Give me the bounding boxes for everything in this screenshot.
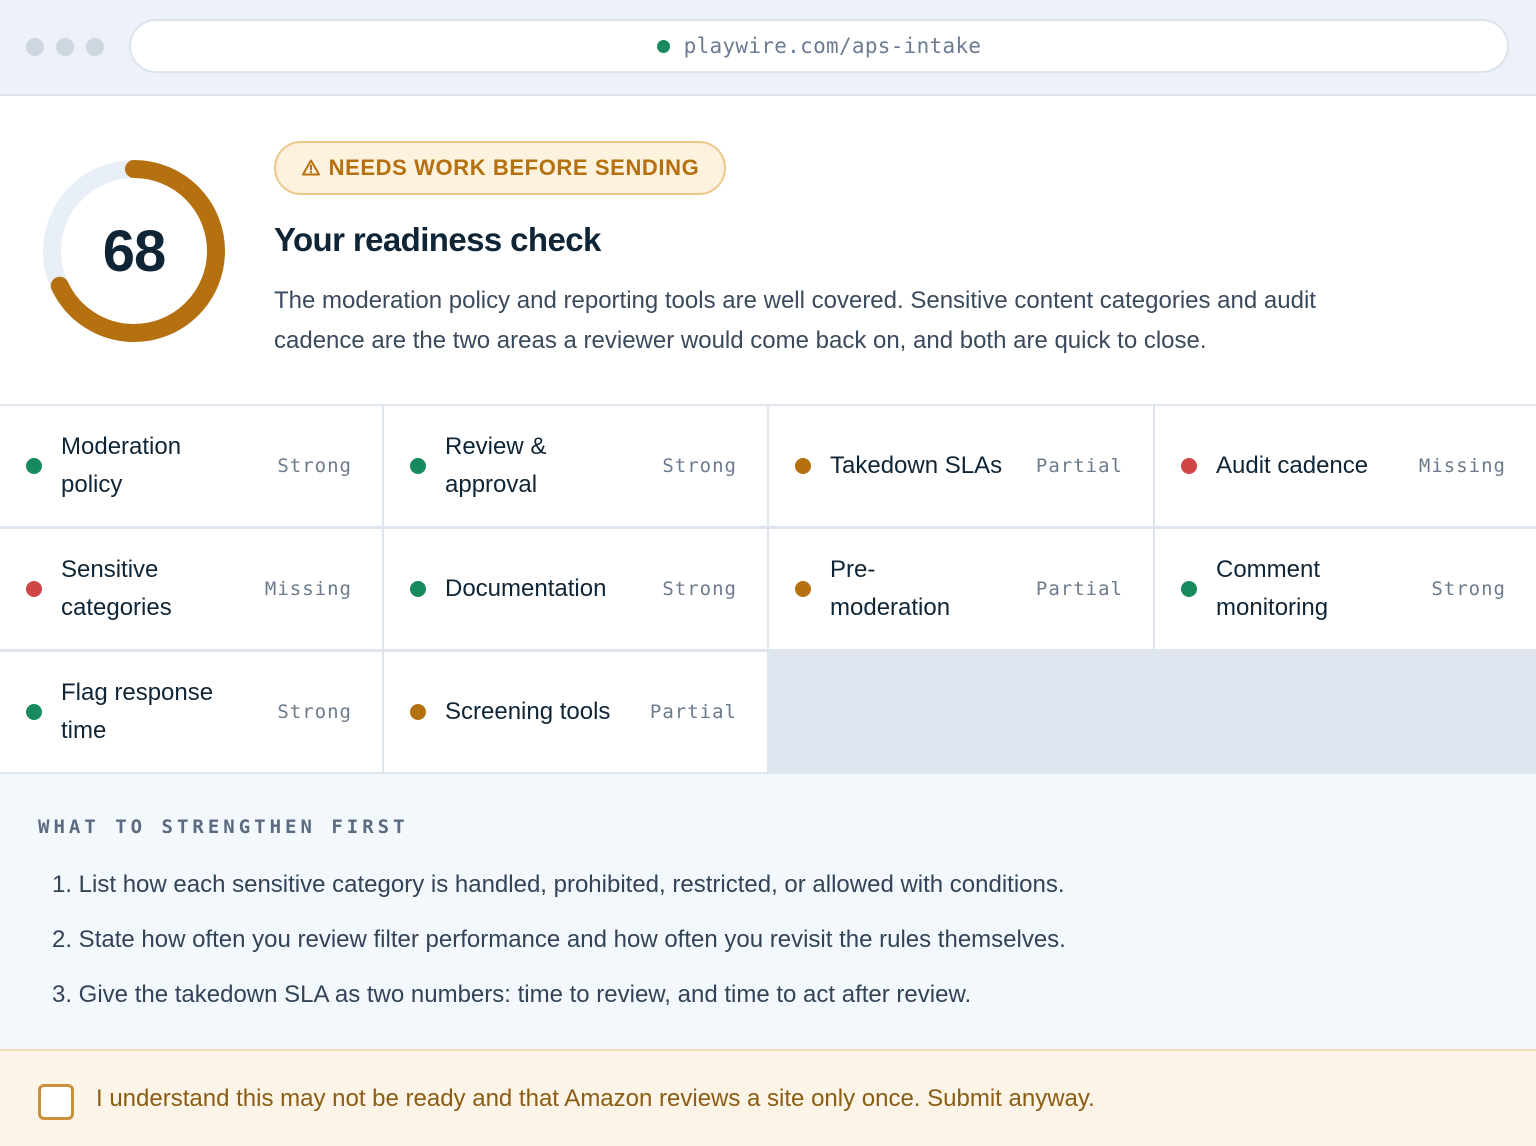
status-dot-icon [795, 581, 811, 597]
readiness-score: 68 [102, 218, 166, 284]
check-label: Screening tools [445, 698, 611, 725]
check-label: Comment monitoring [1216, 556, 1329, 621]
check-label: Review & approval [445, 433, 547, 498]
check-item [769, 529, 1153, 649]
check-item [384, 406, 767, 526]
secure-connection-icon [657, 40, 670, 53]
check-item [1155, 406, 1536, 526]
strengthen-section [0, 774, 1536, 1050]
status-dot-icon [26, 581, 42, 597]
page-title: Your readiness check [274, 221, 601, 258]
check-item [0, 406, 382, 526]
browser-chrome [0, 0, 1536, 96]
status-dot-icon [410, 581, 426, 597]
strengthen-item: 2. State how often you review filter performance and how often you revisit the rules themselves. [52, 926, 1066, 953]
status-dot-icon [1181, 458, 1197, 474]
check-status: Strong [277, 701, 352, 723]
check-item [0, 652, 382, 772]
check-item [384, 529, 767, 649]
readiness-summary: The moderation policy and reporting tools are well covered. Sensitive content categories and audit cadence are the two areas a reviewer would come back on, and both are quick to close. [274, 287, 1316, 354]
status-dot-icon [26, 704, 42, 720]
strengthen-heading: WHAT TO STRENGTHEN FIRST [38, 816, 409, 838]
check-status: Partial [1035, 578, 1123, 600]
check-label: Takedown SLAs [830, 452, 1003, 479]
window-minimize-dot[interactable] [56, 38, 74, 56]
warning-icon [301, 158, 321, 178]
status-badge [274, 141, 726, 195]
check-status: Partial [649, 701, 737, 723]
check-item [769, 406, 1153, 526]
status-dot-icon [410, 704, 426, 720]
window-close-dot[interactable] [26, 38, 44, 56]
check-status: Strong [662, 578, 737, 600]
check-status: Missing [264, 578, 352, 600]
check-label: Sensitive categories [61, 556, 172, 621]
submit-anyway-checkbox[interactable] [38, 1084, 74, 1120]
url-text: playwire.com/aps-intake [683, 34, 982, 58]
strengthen-item: 1. List how each sensitive category is handled, prohibited, restricted, or allowed with conditions. [52, 871, 1065, 898]
check-label: Flag response time [61, 679, 214, 744]
status-dot-icon [795, 458, 811, 474]
check-status: Strong [1431, 578, 1506, 600]
status-dot-icon [26, 458, 42, 474]
check-status: Partial [1035, 455, 1123, 477]
badge-label: NEEDS WORK BEFORE SENDING [328, 155, 700, 180]
check-label: Pre-moderation [830, 556, 951, 621]
check-status: Missing [1418, 455, 1506, 477]
status-dot-icon [1181, 581, 1197, 597]
submit-anyway-label[interactable]: I understand this may not be ready and that Amazon reviews a site only once. Submit anyway. [96, 1085, 1095, 1112]
check-item [1155, 529, 1536, 649]
check-item [0, 529, 382, 649]
check-label: Audit cadence [1216, 452, 1369, 479]
window-maximize-dot[interactable] [86, 38, 104, 56]
submit-confirm-bar [0, 1049, 1536, 1146]
address-bar[interactable] [129, 19, 1509, 73]
check-item [384, 652, 767, 772]
check-label: Documentation [445, 575, 607, 602]
strengthen-item: 3. Give the takedown SLA as two numbers: time to review, and time to act after review. [52, 981, 972, 1008]
check-status: Strong [277, 455, 352, 477]
check-status: Strong [662, 455, 737, 477]
check-label: Moderation policy [61, 433, 182, 498]
status-dot-icon [410, 458, 426, 474]
checks-grid [0, 404, 1536, 774]
